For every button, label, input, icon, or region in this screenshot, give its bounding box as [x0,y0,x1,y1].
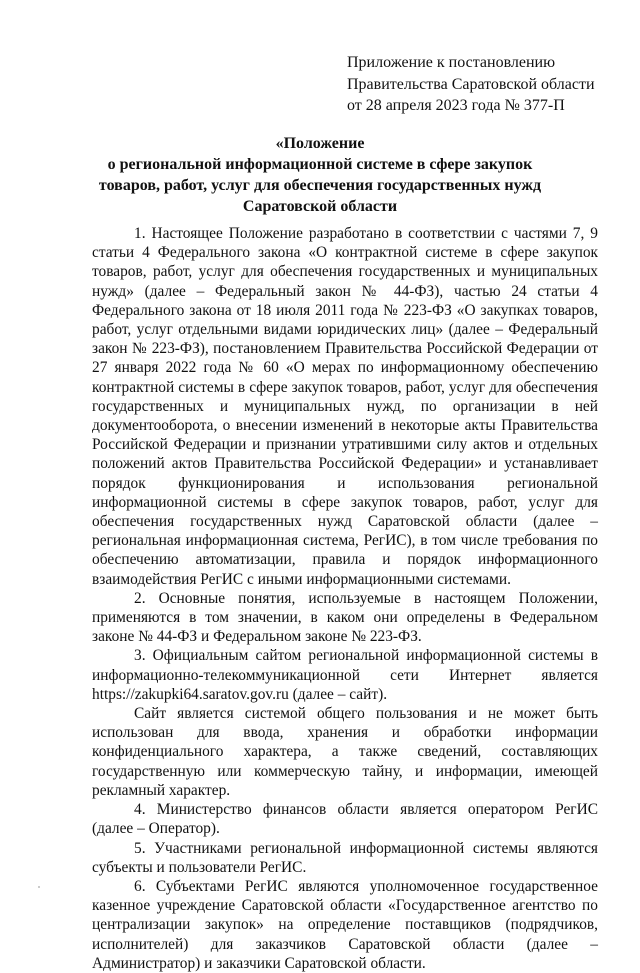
document-body [92,224,598,973]
paragraph-4: 4. Министерство финансов области является оператором РегИС (далее – Оператор). [92,801,598,838]
title-line: Саратовской области [242,198,398,215]
approval-line: Приложение к постановлению [347,54,556,71]
paragraph-3: 3. Официальным сайтом региональной информационной системы в информационно-телекоммуникационной сети Интернет является https://zakupki64.saratov.gov.ru (далее – сайт). [92,647,598,703]
document-title [90,133,550,217]
paragraph-site: Сайт является системой общего пользования и не может быть использован для ввода, хранения и обработки информации конфиденциального характера, а также сведений, составляющих государственную или коммерческую тайну, и информации, имеющей рекламный характер. [92,705,598,799]
paragraph-2: 2. Основные понятия, используемые в настоящем Положении, применяются в том значении, в каком они определены в Федеральном законе № 44-ФЗ и Федеральном законе № 223-ФЗ. [92,589,598,646]
title-line: товаров, работ, услуг для обеспечения государственных нужд [98,177,542,194]
scan-speck [38,886,40,888]
title-line: «Положение [275,135,365,152]
approval-line: Правительства Саратовской области [347,75,595,93]
title-line: о региональной информационной системе в сфере закупок [107,156,533,173]
paragraph-5: 5. Участниками региональной информационной системы являются субъекты и пользователи РегИС. [92,839,598,876]
approval-header [347,52,617,117]
approval-line: от 28 апреля 2023 года № 377-П [347,97,565,114]
paragraph-6: 6. Субъектами РегИС являются уполномоченное государственное казенное учреждение Саратовской области «Государственное агентство по централизации закупок» на определение поставщиков (подрядчиков, исполнителей) для заказчиков Саратовской области (далее – Администратор) и заказчики Саратовской области. [92,877,598,972]
paragraph-1: 1. Настоящее Положение разработано в соответствии с частями 7, 9 статьи 4 Федерального закона «О контрактной системе в сфере закупок товаров, работ, услуг для обеспечения государственных и муниципальных нужд» (далее – Федеральный закон № 44-ФЗ), частью 24 статьи 4 Федерального закона от 18 июля 2011 года № 223-ФЗ «О закупках товаров, работ, услуг отдельными видами юридических лиц» (далее – Федеральный закон № 223-ФЗ), постановлением Правительства Российской Федерации от 27 января 2022 года № 60 «О мерах по информационному обеспечению контрактной системы в сфере закупок товаров, работ, услуг для обеспечения государственных и муниципальных нужд, по организации в ней документооборота, о внесении изменений в некоторые акты Правительства Российской Федерации и признании утратившими силу актов и отдельных положений актов Правительства Российской Федерации» и устанавливает порядок функционирования и использования региональной информационной системы в сфере закупок товаров, работ, услуг для обеспечения государственных нужд Саратовской области (далее – региональная информационная система, РегИС), в том числе требования по обеспечению автоматизации, правила и порядок информационного взаимодействия РегИС с иными информационными системами. [92,225,598,588]
